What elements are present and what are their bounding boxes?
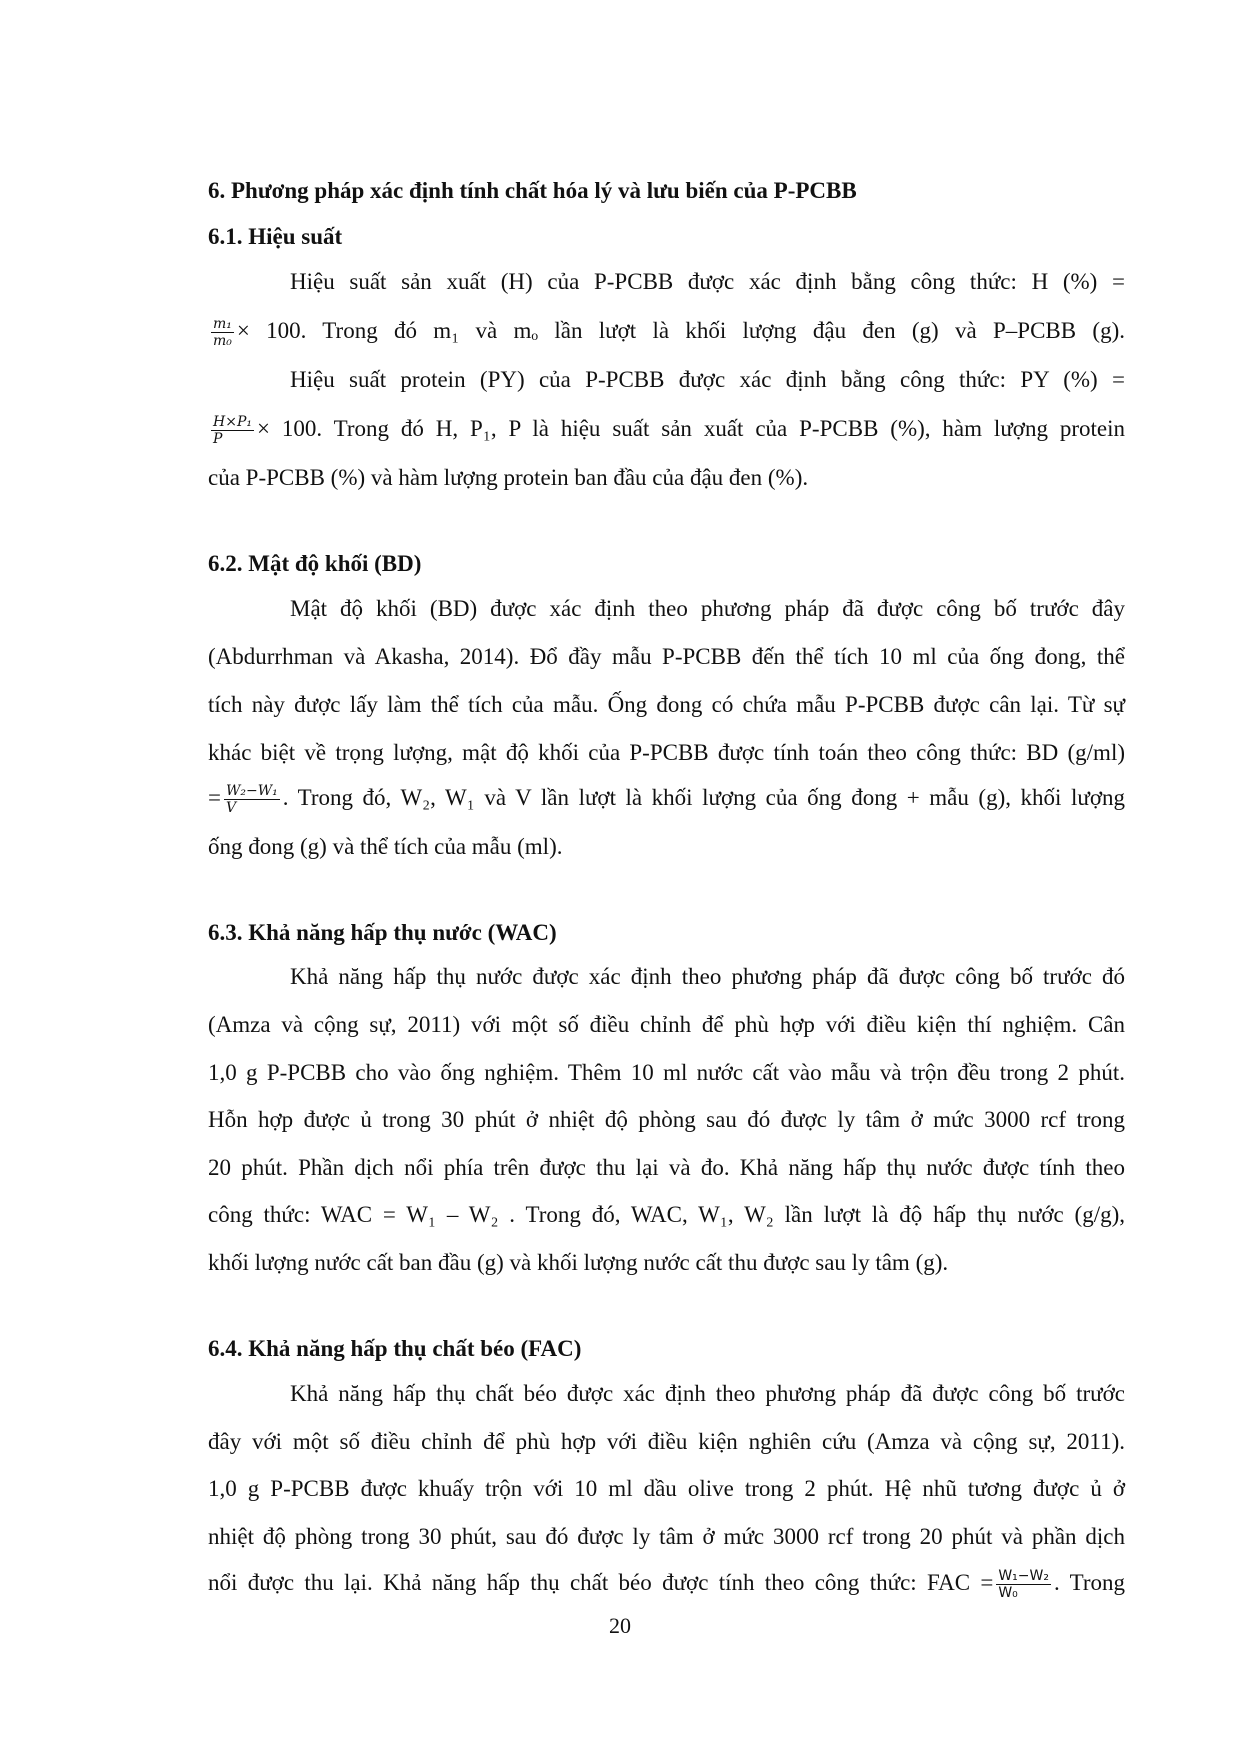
- paragraph-line: (Amza và cộng sự, 2011) với một số điều chỉnh để phù hợp với điều kiện thí nghiệm. Cân: [208, 1012, 1125, 1037]
- paragraph-line: (Abdurrhman và Akasha, 2014). Đổ đầy mẫu P-PCBB đến thể tích 10 ml của ống đong, thể: [208, 644, 1125, 669]
- paragraph-line: Hỗn hợp được ủ trong 30 phút ở nhiệt độ phòng sau đó được ly tâm ở mức 3000 rcf trong: [208, 1107, 1125, 1132]
- section-heading-6-2: 6.2. Mật độ khối (BD): [208, 551, 422, 576]
- formula-fraction: $\frac{\text{W₁−W₂}}{\text{W₀}}$: [998, 1568, 1049, 1602]
- section-heading-6-3: 6.3. Khả năng hấp thụ nước (WAC): [208, 920, 557, 945]
- paragraph-line: đây với một số điều chỉnh để phù hợp với điều kiện nghiên cứu (Amza và cộng sự, 2011).: [208, 1429, 1125, 1454]
- paragraph-line: Mật độ khối (BD) được xác định theo phương pháp đã được công bố trước đây: [290, 596, 1125, 621]
- formula-fraction: $\frac{\text{m₁}}{\text{m₀}}$: [213, 316, 232, 350]
- paragraph-line: khối lượng nước cất ban đầu (g) và khối lượng nước cất thu được sau ly tâm (g).: [208, 1250, 949, 1275]
- paragraph-line: 20 phút. Phần dịch nổi phía trên được thu lại và đo. Khả năng hấp thụ nước được tính theo: [208, 1155, 1125, 1180]
- paragraph-line: khác biệt về trọng lượng, mật độ khối của P-PCBB được tính toán theo công thức: BD (g/ml): [208, 740, 1125, 765]
- paragraph-line: nổi được thu lại. Khả năng hấp thụ chất béo được tính theo công thức: FAC = $\frac{\text{W₁−W₂}}{\text{W₀}}$ . Trong: [208, 1568, 1125, 1602]
- section-heading-6-1: 6.1. Hiệu suất: [208, 224, 343, 249]
- paragraph-line: ống đong (g) và thể tích của mẫu (ml).: [208, 834, 563, 859]
- paragraph-line: 1,0 g P-PCBB cho vào ống nghiệm. Thêm 10 ml nước cất vào mẫu và trộn đều trong 2 phút.: [208, 1060, 1125, 1085]
- paragraph-line: công thức: WAC = W₁ – W₂ . Trong đó, WAC, W₁, W₂ lần lượt là độ hấp thụ nước (g/g),: [208, 1202, 1125, 1227]
- page-number: 20: [609, 1613, 631, 1638]
- paragraph-line: $\frac{\text{m₁}}{\text{m₀}}$ × 100. Trong đó m₁ và mₒ lần lượt là khối lượng đậu đen (g) và P–PCBB (g).: [213, 316, 1125, 350]
- formula-fraction: $\frac{\text{H×P₁}}{P}$: [213, 414, 252, 448]
- paragraph-line: = $\frac{\text{W₂−W₁}}{V}$ . Trong đó, W₂, W₁ và V lần lượt là khối lượng của ống đong + mẫu (g), khối lượng: [208, 783, 1125, 817]
- formula-fraction: $\frac{\text{W₂−W₁}}{V}$: [225, 783, 278, 817]
- paragraph-line: Khả năng hấp thụ chất béo được xác định theo phương pháp đã được công bố trước: [290, 1381, 1125, 1406]
- paragraph-line: Hiệu suất sản xuất (H) của P-PCBB được xác định bằng công thức: H (%) =: [290, 269, 1125, 294]
- paragraph-line: Hiệu suất protein (PY) của P-PCBB được xác định bằng công thức: PY (%) =: [290, 367, 1125, 392]
- paragraph-line: nhiệt độ phòng trong 30 phút, sau đó được ly tâm ở mức 3000 rcf trong 20 phút và phần dịch: [208, 1524, 1125, 1549]
- section-heading-6: 6. Phương pháp xác định tính chất hóa lý và lưu biến của P-PCBB: [208, 178, 857, 203]
- paragraph-line: của P-PCBB (%) và hàm lượng protein ban đầu của đậu đen (%).: [208, 465, 809, 490]
- paragraph-line: tích này được lấy làm thể tích của mẫu. Ống đong có chứa mẫu P-PCBB được cân lại. Từ sự: [208, 692, 1125, 717]
- paragraph-line: Khả năng hấp thụ nước được xác định theo phương pháp đã được công bố trước đó: [290, 964, 1125, 989]
- paragraph-line: 1,0 g P-PCBB được khuấy trộn với 10 ml dầu olive trong 2 phút. Hệ nhũ tương được ủ ở: [208, 1476, 1125, 1501]
- paragraph-line: $\frac{\text{H×P₁}}{P}$ × 100. Trong đó H, P₁, P là hiệu suất sản xuất của P-PCBB (%), hàm lượng protein: [213, 414, 1125, 448]
- section-heading-6-4: 6.4. Khả năng hấp thụ chất béo (FAC): [208, 1336, 582, 1361]
